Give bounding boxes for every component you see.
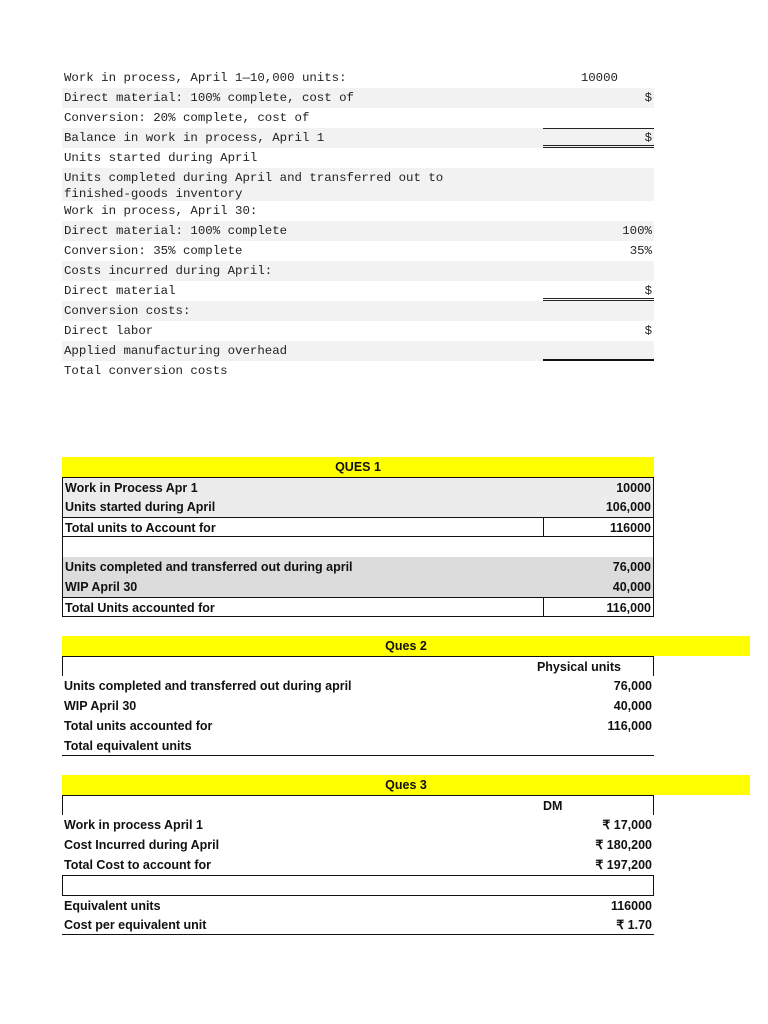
row-label: Direct material: 100% complete, cost of	[64, 91, 354, 105]
row-label: Direct material: 100% complete	[64, 224, 288, 238]
problem-row	[62, 261, 654, 281]
problem-row	[62, 88, 654, 108]
row-value: 106,000	[605, 500, 651, 514]
row-label: Direct material	[64, 284, 176, 298]
underline-single	[543, 128, 654, 129]
problem-row	[62, 301, 654, 321]
row-label: Total units accounted for	[64, 719, 213, 733]
column-header-row	[62, 795, 654, 815]
table-row	[62, 557, 654, 577]
table-row	[62, 915, 654, 935]
ques2-table	[62, 636, 654, 756]
problem-row	[62, 201, 654, 221]
row-label: Work in process, April 30:	[64, 204, 258, 218]
row-label: Units completed and transferred out during april	[64, 679, 352, 693]
row-label: Total Units accounted for	[65, 601, 215, 615]
table-row	[62, 477, 654, 497]
problem-row	[62, 361, 654, 381]
row-value: 76,000	[613, 679, 652, 693]
row-label: Work in process, April 1—10,000 units:	[64, 71, 347, 85]
row-value: ₹ 180,200	[595, 838, 652, 852]
row-label: Total units to Account for	[65, 521, 216, 535]
table-row	[62, 696, 654, 716]
table-row	[62, 875, 654, 895]
row-value: 40,000	[613, 699, 652, 713]
row-label: WIP April 30	[65, 580, 138, 594]
row-label: Applied manufacturing overhead	[64, 344, 288, 358]
ques3-table	[62, 775, 654, 935]
row-value: $	[644, 131, 652, 145]
table-row	[62, 835, 654, 855]
problem-row	[62, 341, 654, 361]
row-value: 76,000	[612, 560, 651, 574]
row-label: Units started during April	[65, 500, 216, 514]
row-label: Cost per equivalent unit	[64, 918, 207, 932]
table-row	[62, 895, 654, 915]
problem-row	[62, 241, 654, 261]
row-value: $	[644, 91, 652, 105]
row-label: Costs incurred during April:	[64, 264, 273, 278]
table-row	[62, 855, 654, 875]
row-value: $	[644, 324, 652, 338]
row-label: Direct labor	[64, 324, 154, 338]
row-label: Work in process April 1	[64, 818, 203, 832]
problem-row	[62, 68, 654, 88]
row-label: Equivalent units	[64, 899, 161, 913]
ques3-header: Ques 3	[62, 775, 750, 795]
problem-row	[62, 148, 654, 168]
problem-row	[62, 108, 654, 128]
row-value: 116000	[609, 521, 651, 535]
row-value: ₹ 1.70	[616, 918, 652, 932]
table-row	[62, 597, 654, 617]
row-label: Conversion costs:	[64, 304, 191, 318]
problem-row	[62, 128, 654, 148]
row-value: 40,000	[612, 580, 651, 594]
row-label: WIP April 30	[64, 699, 137, 713]
ques1-table	[62, 457, 654, 617]
ques1-header: QUES 1	[62, 457, 654, 477]
row-value: 35%	[629, 244, 652, 258]
row-value: $	[644, 284, 652, 298]
row-label: Work in Process Apr 1	[65, 481, 198, 495]
row-label: Conversion: 20% complete, cost of	[64, 111, 310, 125]
table-row	[62, 497, 654, 517]
row-value: 100%	[622, 224, 652, 238]
problem-data-section	[62, 68, 654, 381]
row-value: ₹ 197,200	[595, 858, 652, 872]
table-row	[62, 676, 654, 696]
row-value: 116000	[610, 899, 652, 913]
problem-row	[62, 281, 654, 301]
table-row	[62, 815, 654, 835]
row-value: ₹ 17,000	[602, 818, 652, 832]
row-value: 10000	[616, 481, 651, 495]
row-label: Cost Incurred during April	[64, 838, 220, 852]
physical-units-header: Physical units	[536, 660, 621, 674]
row-label: Units completed and transferred out during april	[65, 560, 353, 574]
row-value: 116,000	[606, 601, 651, 615]
column-header-row	[62, 656, 654, 676]
row-label: Units completed during April and transferred out to finished-goods inventory	[64, 171, 444, 201]
table-row	[62, 736, 654, 756]
table-row	[62, 537, 654, 557]
problem-row	[62, 168, 654, 201]
table-row	[62, 577, 654, 597]
problem-row	[62, 221, 654, 241]
row-units: 10000	[580, 71, 618, 85]
row-label: Total conversion costs	[64, 364, 228, 378]
table-row	[62, 517, 654, 537]
problem-row	[62, 321, 654, 341]
row-label: Conversion: 35% complete	[64, 244, 243, 258]
table-row	[62, 716, 654, 736]
dm-header: DM	[543, 799, 563, 813]
row-label: Total Cost to account for	[64, 858, 211, 872]
row-label: Units started during April	[64, 151, 258, 165]
row-value: 116,000	[607, 719, 652, 733]
ques2-header: Ques 2	[62, 636, 750, 656]
row-label: Balance in work in process, April 1	[64, 131, 325, 145]
row-label: Total equivalent units	[64, 739, 192, 753]
